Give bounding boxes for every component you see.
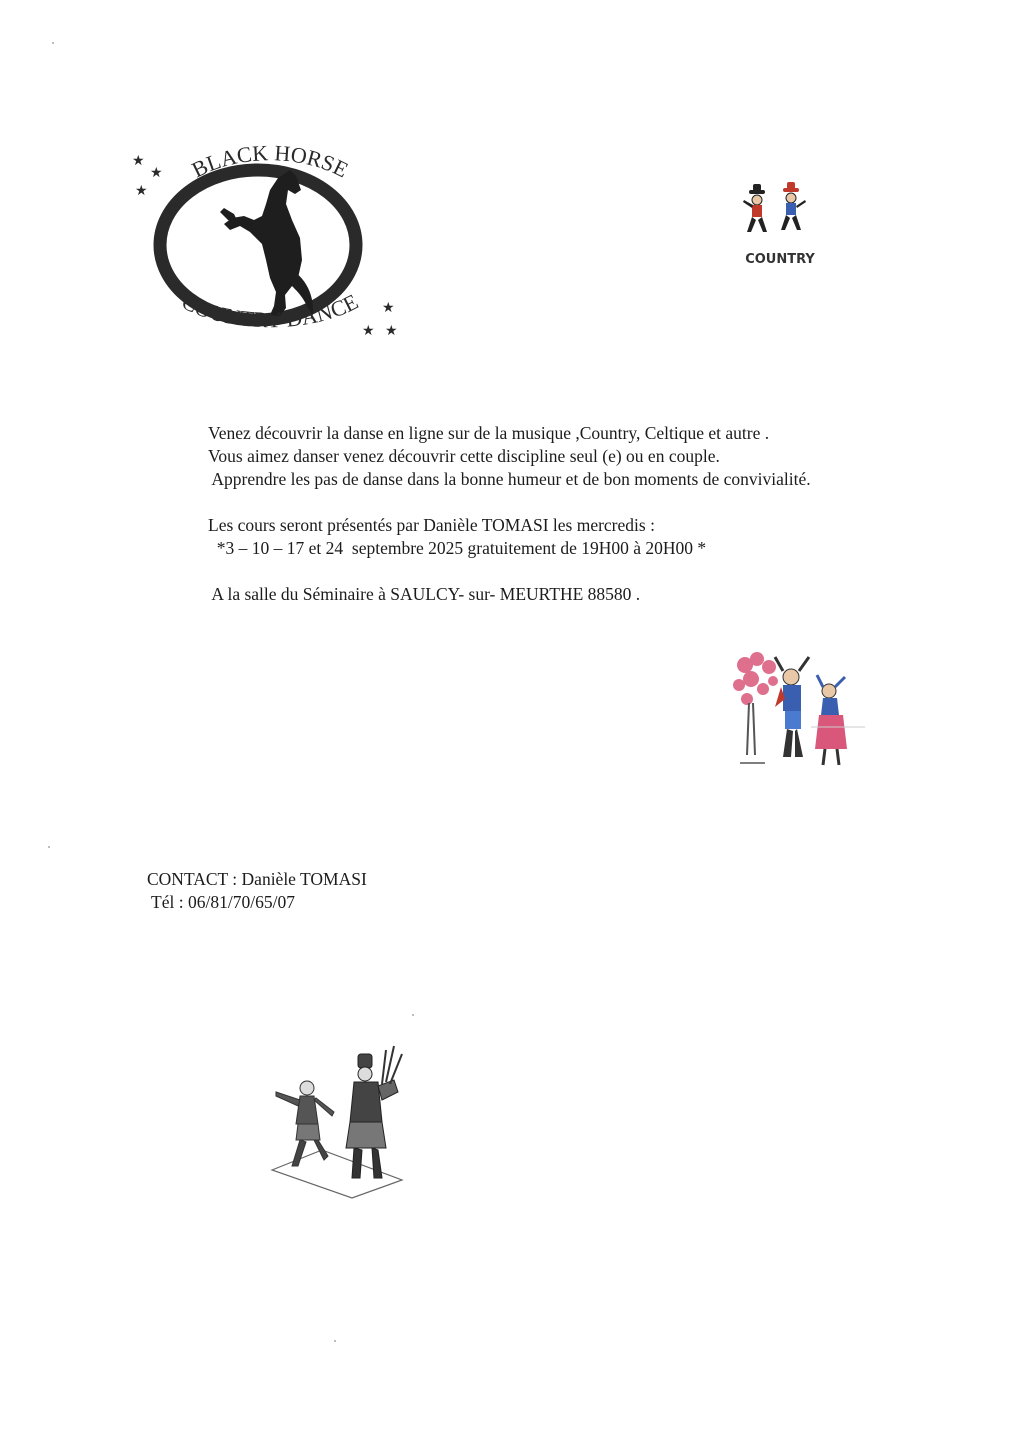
dancing-couple-icon xyxy=(725,645,875,785)
contact-name: CONTACT : Danièle TOMASI xyxy=(147,869,367,889)
announcement-body xyxy=(208,422,928,606)
intro-line-2: Vous aimez danser venez découvrir cette discipline seul (e) ou en couple. xyxy=(208,446,720,466)
svg-text:★: ★ xyxy=(382,300,395,316)
contact-phone: Tél : 06/81/70/65/07 xyxy=(147,892,295,912)
dancing-couple-clipart xyxy=(725,645,875,785)
svg-text:★: ★ xyxy=(385,323,398,339)
svg-text:★: ★ xyxy=(135,183,148,199)
logo-bottom-text: COUNTRY DANCE xyxy=(178,288,362,333)
country-dancers-icon xyxy=(735,180,825,270)
svg-text:★: ★ xyxy=(150,165,163,181)
intro-line-3: Apprendre les pas de danse dans la bonne humeur et de bon moments de convivialité. xyxy=(208,469,811,489)
country-dancers-clipart xyxy=(735,180,825,270)
rearing-horse-icon xyxy=(220,170,313,320)
intro-line-1: Venez découvrir la danse en ligne sur de la musique ,Country, Celtique et autre . xyxy=(208,423,770,443)
schedule-line-1: Les cours seront présentés par Danièle TOMASI les mercredis : xyxy=(208,515,655,535)
svg-text:★: ★ xyxy=(132,153,145,169)
black-horse-logo xyxy=(120,120,420,370)
schedule-line-2: *3 – 10 – 17 et 24 septembre 2025 gratuitement de 19H00 à 20H00 * xyxy=(208,538,707,558)
location-line: A la salle du Séminaire à SAULCY- sur- MEURTHE 88580 . xyxy=(208,584,641,604)
country-label: COUNTRY xyxy=(745,252,815,267)
svg-text:★: ★ xyxy=(362,323,375,339)
logo-top-text: BLACK HORSE xyxy=(187,140,353,183)
bagpiper-clipart xyxy=(262,1040,412,1200)
contact-block xyxy=(147,868,367,914)
bagpiper-and-dancer-icon xyxy=(262,1040,412,1200)
